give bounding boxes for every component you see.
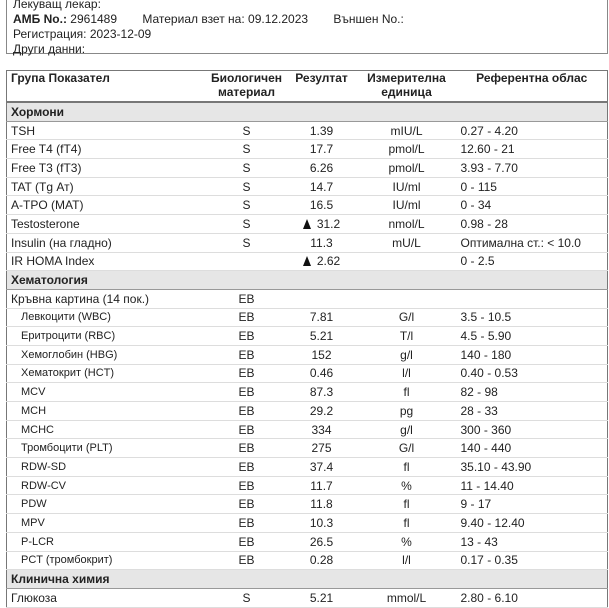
result-value: 11.3 <box>310 235 333 250</box>
material: EB <box>207 514 287 533</box>
table-row <box>7 196 608 215</box>
table-row <box>7 383 608 402</box>
amb-line <box>13 12 601 27</box>
result-value: 2.62 <box>316 254 341 269</box>
unit: l/l <box>357 551 457 570</box>
header-unit-line1: Измерителна <box>367 71 446 85</box>
table-row <box>7 420 608 439</box>
test-name: Глюкоза <box>7 588 207 607</box>
unit: mU/L <box>357 233 457 252</box>
unit: fl <box>357 383 457 402</box>
result-value: 16.5 <box>309 198 334 213</box>
result-value: 1.39 <box>309 123 334 138</box>
group-header <box>7 271 608 290</box>
reference-range: 0 - 115 <box>457 177 608 196</box>
reference-range: 3.5 - 10.5 <box>457 308 608 327</box>
reference-range: 12.60 - 21 <box>457 140 608 159</box>
unit: T/l <box>357 327 457 346</box>
patient-info-box <box>6 0 608 54</box>
amb-value: 2961489 <box>70 12 118 26</box>
result-cell <box>287 140 357 159</box>
unit: fl <box>357 458 457 477</box>
test-name: MCHC <box>7 420 207 439</box>
result-value: 152 <box>311 347 332 362</box>
unit: pmol/L <box>357 159 457 178</box>
result-cell <box>287 289 357 308</box>
group-title: Хематология <box>7 271 608 290</box>
result-cell <box>287 420 357 439</box>
material: EB <box>207 402 287 421</box>
material: S <box>207 196 287 215</box>
header-material-line1: Биологичен <box>210 71 283 85</box>
reference-range: 0.98 - 28 <box>457 215 608 234</box>
registration-value: 2023-12-09 <box>89 27 152 41</box>
test-name: Еритроцити (RBC) <box>7 327 207 346</box>
result-value: 26.5 <box>309 534 334 549</box>
table-row <box>7 121 608 140</box>
result-cell <box>287 402 357 421</box>
table-row <box>7 439 608 458</box>
reference-range: 13 - 43 <box>457 532 608 551</box>
table-row <box>7 308 608 327</box>
result-cell <box>287 252 357 271</box>
result-value: 5.21 <box>309 329 334 344</box>
group-title: Клинична химия <box>7 570 608 589</box>
reference-range: 0 - 2.5 <box>457 252 608 271</box>
reference-range: 140 - 180 <box>457 345 608 364</box>
result-cell <box>287 383 357 402</box>
result-value: 37.4 <box>309 459 334 474</box>
reference-range: 0.27 - 4.20 <box>457 121 608 140</box>
result-value: 17.7 <box>309 142 334 157</box>
reference-range: 0.17 - 0.35 <box>457 551 608 570</box>
material: EB <box>207 439 287 458</box>
table-row <box>7 458 608 477</box>
test-name: Кръвна картина (14 пок.) <box>7 289 207 308</box>
table-row <box>7 532 608 551</box>
result-value: 5.21 <box>309 590 334 605</box>
material <box>207 252 287 271</box>
result-value: 31.2 <box>316 216 341 231</box>
result-cell <box>287 159 357 178</box>
material: S <box>207 121 287 140</box>
result-cell <box>287 345 357 364</box>
result-cell <box>287 458 357 477</box>
header-material <box>207 71 287 103</box>
reference-range: 2.80 - 6.10 <box>457 588 608 607</box>
test-name: MCV <box>7 383 207 402</box>
test-name: Тромбоцити (PLT) <box>7 439 207 458</box>
reference-range: 0.40 - 0.53 <box>457 364 608 383</box>
table-row <box>7 364 608 383</box>
table-row <box>7 140 608 159</box>
test-name: Free T4 (fT4) <box>7 140 207 159</box>
result-cell <box>287 532 357 551</box>
unit: G/l <box>357 439 457 458</box>
result-cell <box>287 551 357 570</box>
test-name: A-TPO (MAT) <box>7 196 207 215</box>
test-name: TAT (Tg Ат) <box>7 177 207 196</box>
unit: pmol/L <box>357 140 457 159</box>
result-value: 7.81 <box>309 310 334 325</box>
header-unit <box>357 71 457 103</box>
test-name: RDW-SD <box>7 458 207 477</box>
material: EB <box>207 551 287 570</box>
material: EB <box>207 458 287 477</box>
unit <box>357 252 457 271</box>
unit: % <box>357 476 457 495</box>
material: EB <box>207 289 287 308</box>
result-value: 6.26 <box>309 160 334 175</box>
table-row <box>7 159 608 178</box>
header-result: Резултат <box>287 71 357 103</box>
material: S <box>207 177 287 196</box>
arrow-up-icon <box>303 256 311 266</box>
doctor-line: Лекуващ лекар: <box>13 0 101 11</box>
test-name: Левкоцити (WBC) <box>7 308 207 327</box>
result-cell <box>287 308 357 327</box>
material: S <box>207 140 287 159</box>
unit: mmol/L <box>357 588 457 607</box>
result-value: 0.46 <box>309 366 334 381</box>
result-cell <box>287 196 357 215</box>
unit: g/l <box>357 345 457 364</box>
reference-range: 9.40 - 12.40 <box>457 514 608 533</box>
material: EB <box>207 364 287 383</box>
unit: G/l <box>357 308 457 327</box>
reference-range: 9 - 17 <box>457 495 608 514</box>
result-value: 334 <box>311 422 332 437</box>
registration-label: Регистрация: <box>13 27 87 41</box>
result-cell <box>287 439 357 458</box>
unit: g/l <box>357 420 457 439</box>
material: EB <box>207 383 287 402</box>
result-value: 10.3 <box>309 515 334 530</box>
amb-label: АМБ No.: <box>13 12 67 26</box>
table-row <box>7 233 608 252</box>
header-material-line2: материал <box>218 85 275 99</box>
material-date-value: 09.12.2023 <box>248 12 309 26</box>
table-row <box>7 289 608 308</box>
material: S <box>207 215 287 234</box>
arrow-up-icon <box>303 219 311 229</box>
test-name: P-LCR <box>7 532 207 551</box>
table-row <box>7 327 608 346</box>
table-row <box>7 476 608 495</box>
result-cell <box>287 476 357 495</box>
unit: pg <box>357 402 457 421</box>
material: S <box>207 159 287 178</box>
header-unit-line2: единица <box>381 85 432 99</box>
reference-range <box>457 289 608 308</box>
test-name: Хематокрит (HCT) <box>7 364 207 383</box>
group-title: Хормони <box>7 102 608 121</box>
reference-range: 300 - 360 <box>457 420 608 439</box>
results-table <box>6 70 608 608</box>
result-cell <box>287 327 357 346</box>
table-row <box>7 345 608 364</box>
result-cell <box>287 495 357 514</box>
material: EB <box>207 495 287 514</box>
test-name: MCH <box>7 402 207 421</box>
unit: l/l <box>357 364 457 383</box>
unit: nmol/L <box>357 215 457 234</box>
external-no-label: Външен No.: <box>333 12 404 26</box>
result-cell <box>287 588 357 607</box>
result-value: 11.8 <box>310 497 333 512</box>
test-name: RDW-CV <box>7 476 207 495</box>
reference-range: 28 - 33 <box>457 402 608 421</box>
material-date-label: Материал взет на: <box>142 12 245 26</box>
unit <box>357 289 457 308</box>
test-name: Free T3 (fT3) <box>7 159 207 178</box>
material: EB <box>207 327 287 346</box>
reference-range: 0 - 34 <box>457 196 608 215</box>
reference-range: 82 - 98 <box>457 383 608 402</box>
table-row <box>7 514 608 533</box>
table-row <box>7 551 608 570</box>
test-name: IR HOMA Index <box>7 252 207 271</box>
unit: mIU/L <box>357 121 457 140</box>
reference-range: Оптимална ст.: < 10.0 <box>457 233 608 252</box>
table-row <box>7 215 608 234</box>
reference-range: 11 - 14.40 <box>457 476 608 495</box>
test-name: PCT (тромбокрит) <box>7 551 207 570</box>
table-header <box>7 71 608 103</box>
reference-range: 4.5 - 5.90 <box>457 327 608 346</box>
result-value: 87.3 <box>309 385 334 400</box>
result-cell <box>287 215 357 234</box>
table-row <box>7 495 608 514</box>
result-value: 14.7 <box>309 179 334 194</box>
material: S <box>207 233 287 252</box>
test-name: MPV <box>7 514 207 533</box>
test-name: Insulin (на гладно) <box>7 233 207 252</box>
material: EB <box>207 532 287 551</box>
reference-range: 3.93 - 7.70 <box>457 159 608 178</box>
other-data-label: Други данни: <box>13 42 86 56</box>
result-value: 0.28 <box>309 553 334 568</box>
material: EB <box>207 420 287 439</box>
registration-line <box>13 27 601 42</box>
material: S <box>207 588 287 607</box>
result-cell <box>287 364 357 383</box>
table-row <box>7 252 608 271</box>
unit: fl <box>357 514 457 533</box>
result-cell <box>287 177 357 196</box>
result-value: 29.2 <box>309 403 334 418</box>
header-group: Група Показател <box>7 71 207 103</box>
result-cell <box>287 121 357 140</box>
test-name: TSH <box>7 121 207 140</box>
header-reference: Референтна облас <box>457 71 608 103</box>
reference-range: 35.10 - 43.90 <box>457 458 608 477</box>
result-value: 275 <box>311 441 332 456</box>
unit: IU/ml <box>357 196 457 215</box>
group-header <box>7 102 608 121</box>
unit: fl <box>357 495 457 514</box>
material: EB <box>207 308 287 327</box>
unit: IU/ml <box>357 177 457 196</box>
result-value: 11.7 <box>310 478 333 493</box>
table-row <box>7 402 608 421</box>
reference-range: 140 - 440 <box>457 439 608 458</box>
result-cell <box>287 233 357 252</box>
test-name: PDW <box>7 495 207 514</box>
unit: % <box>357 532 457 551</box>
table-row <box>7 588 608 607</box>
test-name: Testosterone <box>7 215 207 234</box>
result-cell <box>287 514 357 533</box>
test-name: Хемоглобин (HBG) <box>7 345 207 364</box>
material: EB <box>207 476 287 495</box>
material: EB <box>207 345 287 364</box>
group-header <box>7 570 608 589</box>
results-body <box>7 102 608 607</box>
table-row <box>7 177 608 196</box>
